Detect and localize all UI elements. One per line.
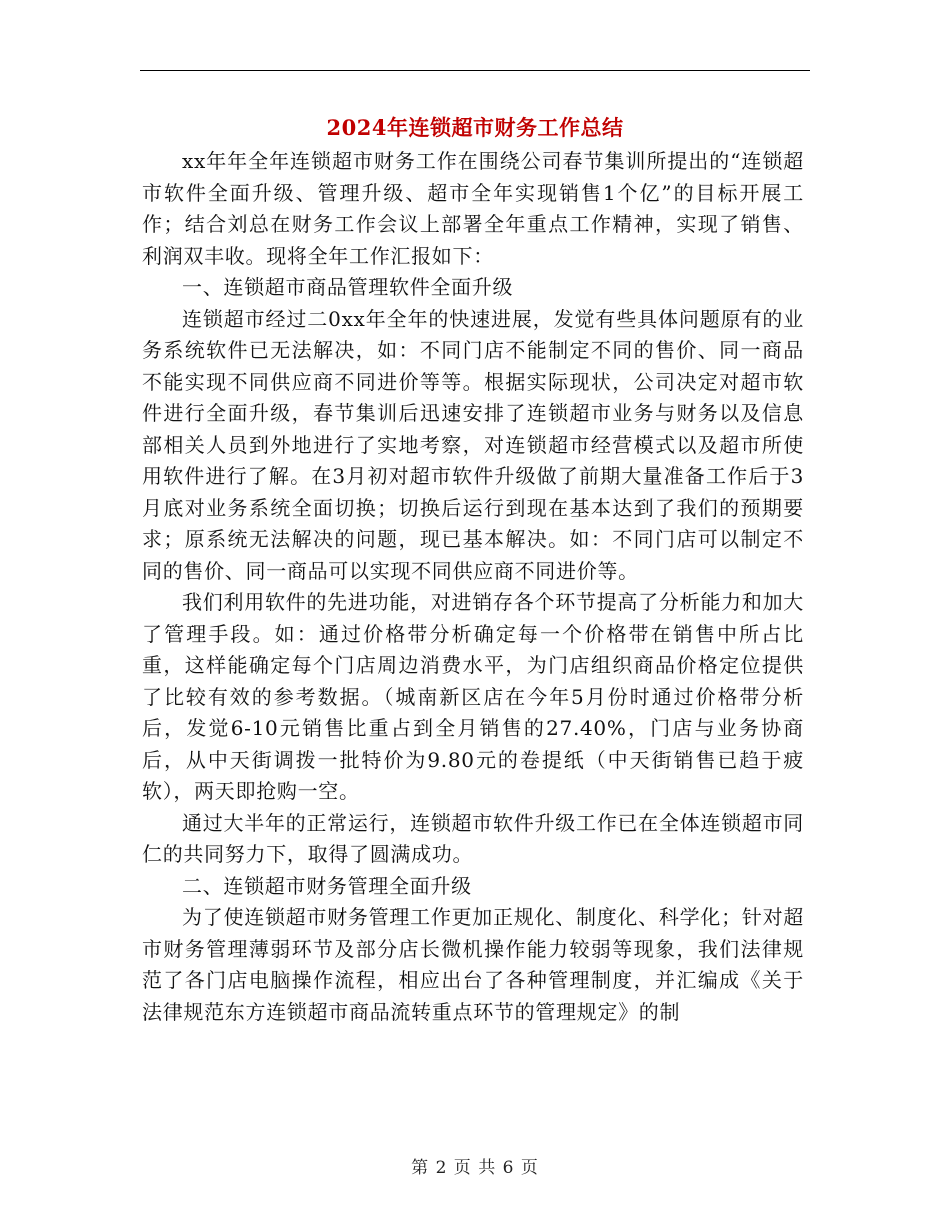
body-paragraph: 为了使连锁超市财务管理工作更加正规化、制度化、科学化；针对超市财务管理薄弱环节及部分店长微机操作能力较弱等现象，我们法律规范了各门店电脑操作流程，相应出台了各种管理制度，并汇编成《关于法律规范东方连锁超市商品流转重点环节的管理规定》的制	[142, 905, 804, 1024]
body-paragraph: 我们利用软件的先进功能，对进销存各个环节提高了分析能力和加大了管理手段。如：通过价格带分析确定每一个价格带在销售中所占比重，这样能确定每个门店周边消费水平，为门店组织商品价格定位提供了比较有效的参考数据。（城南新区店在今年5月份时通过价格带分析后，发觉6-10元销售比重占到全月销售的27.40%，门店与业务协商后，从中天街调拨一批特价为9.80元的卷提纸（中天街销售已趋于疲软），两天即抢购一空。	[142, 590, 804, 803]
document-body	[142, 146, 804, 1028]
body-paragraph: 通过大半年的正常运行，连锁超市软件升级工作已在全体连锁超市同仁的共同努力下，取得了圆满成功。	[142, 810, 804, 866]
page-number: 第 2 页 共 6 页	[411, 1158, 539, 1178]
header-rule	[140, 70, 810, 71]
document-title: 2024年连锁超市财务工作总结	[326, 115, 624, 140]
body-paragraph: 连锁超市经过二0xx年全年的快速进展，发觉有些具体问题原有的业务系统软件已无法解决，如：不同门店不能制定不同的售价、同一商品不能实现不同供应商不同进价等等。根据实际现状，公司决定对超市软件进行全面升级，春节集训后迅速安排了连锁超市业务与财务以及信息部相关人员到外地进行了实地考察，对连锁超市经营模式以及超市所使用软件进行了解。在3月初对超市软件升级做了前期大量准备工作后于3月底对业务系统全面切换；切换后运行到现在基本达到了我们的预期要求；原系统无法解决的问题，现已基本解决。如：不同门店可以制定不同的售价、同一商品可以实现不同供应商不同进价等。	[142, 306, 804, 583]
section-heading-1: 一、连锁超市商品管理软件全面升级	[182, 275, 514, 299]
intro-paragraph: xx年年全年连锁超市财务工作在围绕公司春节集训所提出的“连锁超市软件全面升级、管理升级、超市全年实现销售1个亿”的目标开展工作；结合刘总在财务工作会议上部署全年重点工作精神，实现了销售、利润双丰收。现将全年工作汇报如下：	[142, 149, 804, 268]
section-heading-2: 二、连锁超市财务管理全面升级	[182, 873, 472, 898]
